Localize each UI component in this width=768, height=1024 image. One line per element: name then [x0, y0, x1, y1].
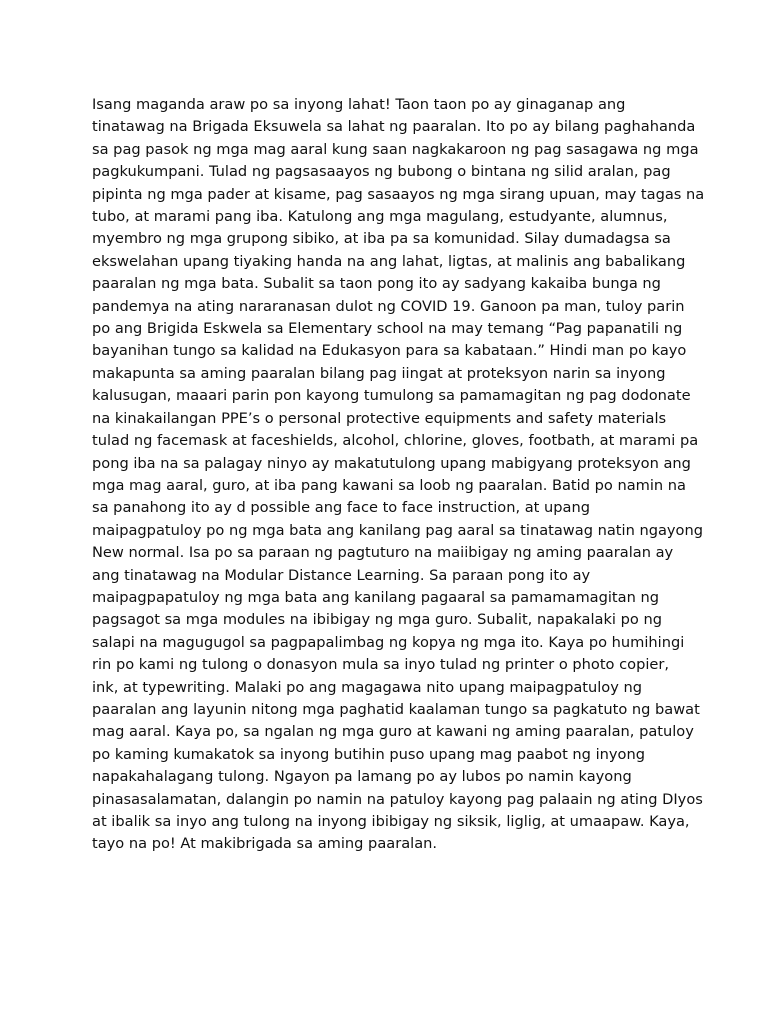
- text-line: myembro ng mga grupong sibiko, at iba pa sa komunidad. Silay dumadagsa sa: [92, 230, 671, 248]
- text-line: tulad ng facemask at faceshields, alcohol, chlorine, gloves, footbath, at marami pa: [92, 432, 699, 450]
- text-line: Isang maganda araw po sa inyong lahat! Taon taon po ay ginaganap ang: [92, 96, 626, 113]
- text-line: mga mag aaral, guro, at iba pang kawani sa loob ng paaralan. Batid po namin na: [92, 476, 686, 494]
- text-line: salapi na magugugol sa pagpapalimbag ng kopya ng mga ito. Kaya po humihingi: [92, 633, 685, 651]
- text-line: New normal. Isa po sa paraan ng pagtuturo na maiibigay ng aming paaralan ay: [92, 544, 674, 562]
- text-line: pinasasalamatan, dalangin po namin na patuloy kayong pag palaain ng ating DIyos: [92, 790, 703, 808]
- text-line: at ibalik sa inyo ang tulong na inyong ibibigay ng siksik, liglig, at umaapaw. Kaya,: [92, 813, 690, 830]
- text-line: maipagpatuloy po ng mga bata ang kanilang pag aaral sa tinatawag natin ngayong: [92, 521, 703, 539]
- text-line: pong iba na sa palagay ninyo ay makatutulong upang mabigyang proteksyon ang: [92, 454, 691, 472]
- text-line: kalusugan, maaari parin pon kayong tumulong sa pamamagitan ng pag dodonate: [92, 387, 691, 405]
- text-line: tinatawag na Brigada Eksuwela sa lahat ng paaralan. Ito po ay bilang paghahanda: [92, 118, 696, 136]
- text-line: ang tinatawag na Modular Distance Learning. Sa paraan pong ito ay: [92, 566, 591, 584]
- text-line: bayanihan tungo sa kalidad na Edukasyon para sa kabataan.” Hindi man po kayo: [92, 342, 687, 360]
- text-line: rin po kami ng tulong o donasyon mula sa inyo tulad ng printer o photo copier,: [92, 656, 670, 674]
- text-line: pipinta ng mga pader at kisame, pag sasaayos ng mga sirang upuan, may tagas na: [92, 185, 705, 203]
- text-line: maipagpapatuloy ng mga bata ang kanilang pagaaral sa pamamamagitan ng: [92, 588, 659, 606]
- text-line: pandemya na ating nararanasan dulot ng COVID 19. Ganoon pa man, tuloy parin: [92, 297, 685, 315]
- text-line: na kinakailangan PPE’s o personal protective equipments and safety materials: [92, 409, 667, 427]
- text-line: sa pag pasok ng mga mag aaral kung saan nagkakaroon ng pag sasagawa ng mga: [92, 140, 699, 158]
- text-line: ink, at typewriting. Malaki po ang magagawa nito upang maipagpatuloy ng: [92, 678, 643, 696]
- text-line: tubo, at marami pang iba. Katulong ang mga magulang, estudyante, alumnus,: [92, 208, 668, 226]
- text-line: paaralan ang layunin nitong mga paghatid kaalaman tungo sa pagkatuto ng bawat: [92, 700, 700, 718]
- text-line: pagsagot sa mga modules na ibibigay ng mga guro. Subalit, napakalaki po ng: [92, 611, 662, 629]
- letter-paragraph: [92, 94, 705, 856]
- text-line: mag aaral. Kaya po, sa ngalan ng mga guro at kawani ng aming paaralan, patuloy: [92, 723, 694, 741]
- text-line: paaralan ng mga bata. Subalit sa taon pong ito ay sadyang kakaiba bunga ng: [92, 275, 661, 293]
- text-line: napakahalagang tulong. Ngayon pa lamang po ay lubos po namin kayong: [92, 768, 632, 786]
- text-line: sa panahong ito ay d possible ang face to face instruction, at upang: [92, 499, 591, 517]
- text-line: po kaming kumakatok sa inyong butihin puso upang mag paabot ng inyong: [92, 745, 645, 763]
- text-line: po ang Brigida Eskwela sa Elementary school na may temang “Pag papanatili ng: [92, 320, 683, 338]
- text-line: pagkukumpani. Tulad ng pagsasaayos ng bubong o bintana ng silid aralan, pag: [92, 163, 671, 181]
- text-line: makapunta sa aming paaralan bilang pag iingat at proteksyon narin sa inyong: [92, 364, 666, 382]
- text-line: ekswelahan upang tiyaking handa na ang lahat, ligtas, at malinis ang babalikang: [92, 252, 686, 270]
- text-line: tayo na po! At makibrigada sa aming paaralan.: [92, 835, 438, 853]
